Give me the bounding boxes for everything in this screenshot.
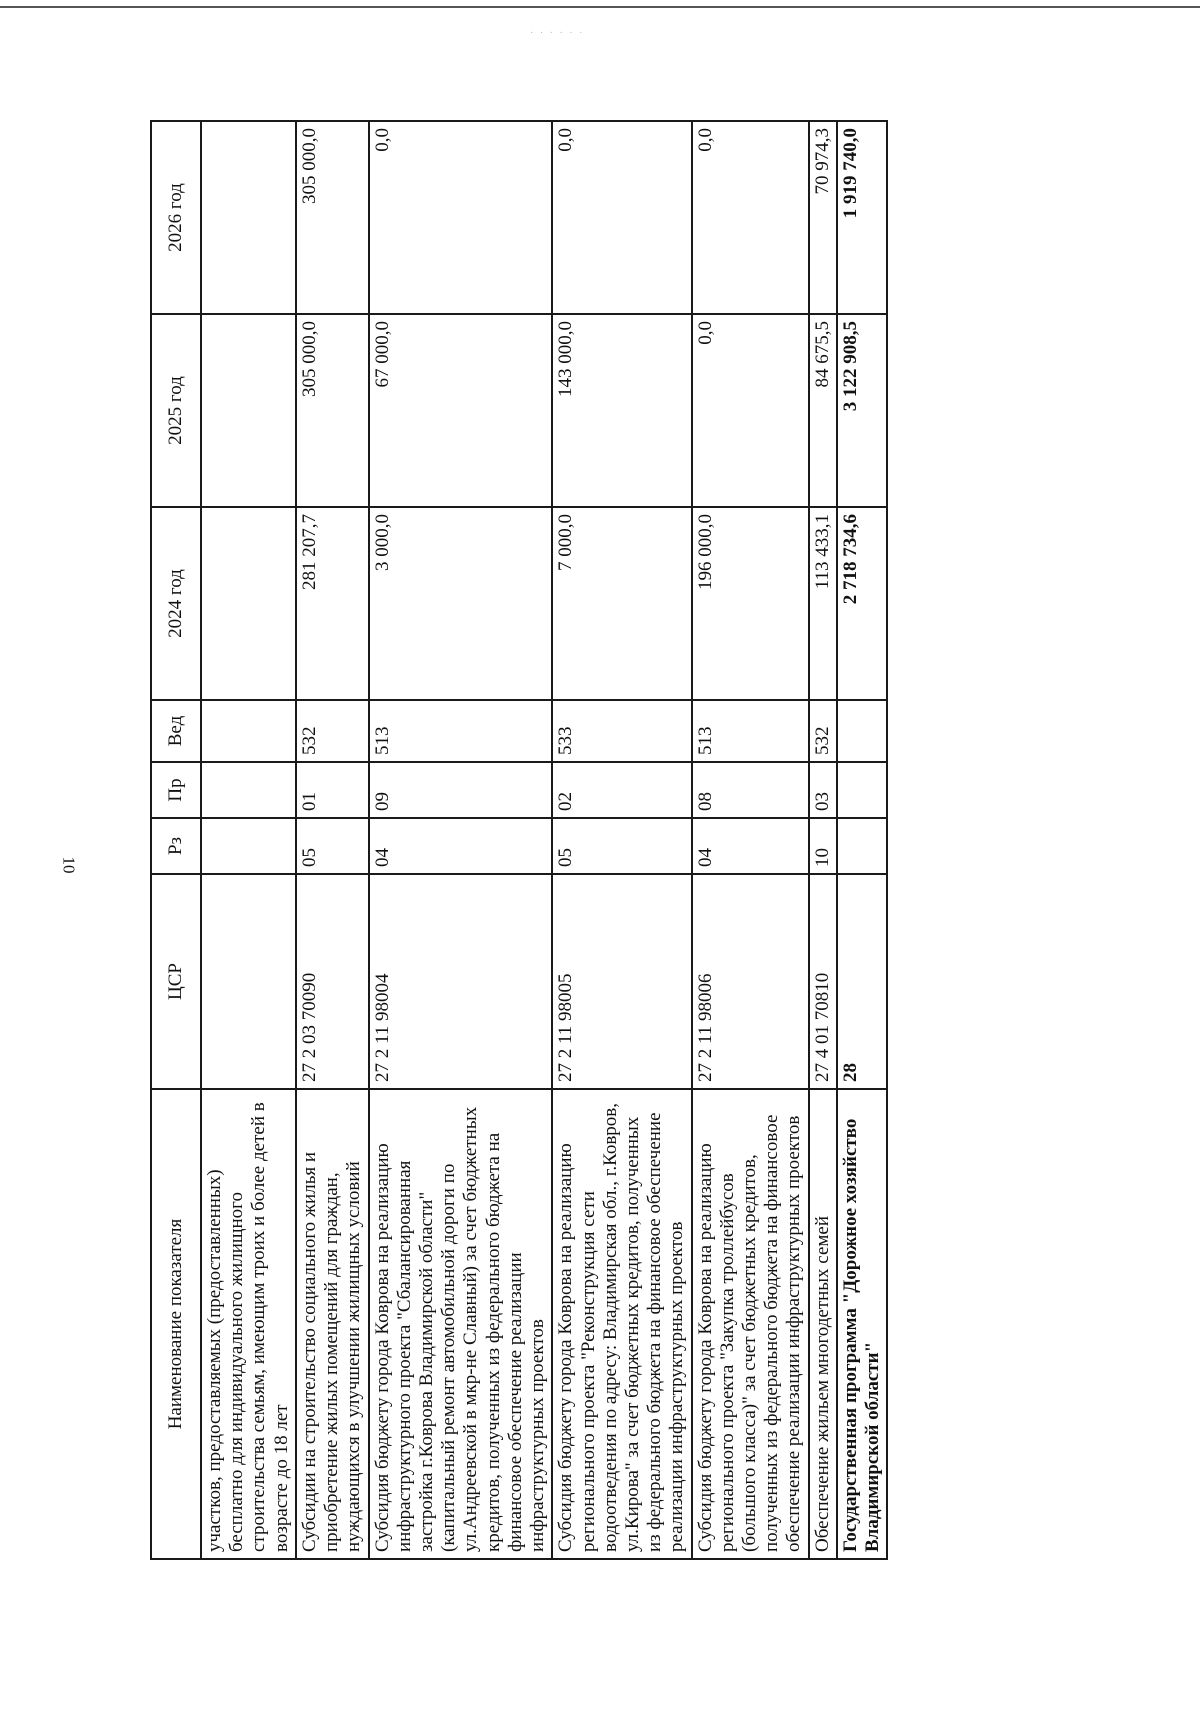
row-2024: 2 718 734,6 [837, 507, 887, 700]
row-2026: 70 974,3 [809, 121, 837, 314]
row-rz: 05 [296, 818, 369, 874]
header-name: Наименование показателя [151, 1089, 201, 1559]
row-ved: 532 [809, 700, 837, 762]
row-pr: 03 [809, 762, 837, 818]
budget-table [150, 120, 888, 1560]
header-2026: 2026 год [151, 121, 201, 314]
row-name: Субсидия бюджету города Коврова на реализацию регионального проекта "Реконструкция сети водоотведения по адресу: Владимирская обл., г.Ковров, ул.Кирова" за счет бюджетных кредитов, полученных из федерального бюджета на финансовое обеспечение реализации инфраструктурных проектов [552, 1089, 691, 1559]
row-name: участков, предоставляемых (предоставленных) бесплатно для индивидуального жилищного строительства семьям, имеющим троих и более детей в возрасте до 18 лет [201, 1089, 296, 1559]
row-pr: 01 [296, 762, 369, 818]
table-row [692, 121, 809, 1559]
row-name: Субсидия бюджету города Коврова на реализацию инфраструктурного проекта "Сбалансированная застройка г.Коврова Владимирской области" (капитальный ремонт автомобильной дороги по ул.Андреевской в мкр-не Славный) за счет бюджетных кредитов, полученных из федерального бюджета на финансовое обеспечение реализации инфраструктурных проектов [369, 1089, 553, 1559]
row-csr: 27 4 01 70810 [809, 874, 837, 1089]
row-rz: 05 [552, 818, 691, 874]
row-ved [201, 700, 296, 762]
row-ved [837, 700, 887, 762]
row-ved: 532 [296, 700, 369, 762]
row-2026: 0,0 [692, 121, 809, 314]
row-rz: 04 [692, 818, 809, 874]
table-row [369, 121, 553, 1559]
row-csr: 27 2 03 70090 [296, 874, 369, 1089]
header-pr: Пр [151, 762, 201, 818]
table-row [809, 121, 837, 1559]
row-2024: 3 000,0 [369, 507, 553, 700]
row-2024: 7 000,0 [552, 507, 691, 700]
table-row [296, 121, 369, 1559]
row-2025: 143 000,0 [552, 314, 691, 507]
row-2025: 0,0 [692, 314, 809, 507]
row-name: Обеспечение жильем многодетных семей [809, 1089, 837, 1559]
row-ved: 513 [369, 700, 553, 762]
scan-top-border [0, 6, 1200, 8]
row-2025: 305 000,0 [296, 314, 369, 507]
row-csr: 27 2 11 98006 [692, 874, 809, 1089]
row-2026: 0,0 [369, 121, 553, 314]
row-pr: 09 [369, 762, 553, 818]
row-csr: 28 [837, 874, 887, 1089]
row-name: Государственная программа "Дорожное хозяйство Владимирской области" [837, 1089, 887, 1559]
row-name: Субсидии на строительство социального жилья и приобретение жилых помещений для граждан, нуждающихся в улучшении жилищных условий [296, 1089, 369, 1559]
row-name: Субсидия бюджету города Коврова на реализацию регионального проекта "Закупка троллейбусов (большого класса)" за счет бюджетных кредитов, полученных из федерального бюджета на финансовое обеспечение реализации инфраструктурных проектов [692, 1089, 809, 1559]
row-rz [837, 818, 887, 874]
row-2026 [201, 121, 296, 314]
row-2024: 281 207,7 [296, 507, 369, 700]
row-pr: 08 [692, 762, 809, 818]
table-row [552, 121, 691, 1559]
rotated-table-wrapper [150, 120, 1100, 1560]
header-2025: 2025 год [151, 314, 201, 507]
scan-artifact: · · · · · · [530, 28, 585, 39]
row-2024 [201, 507, 296, 700]
header-rz: Рз [151, 818, 201, 874]
row-2024: 113 433,1 [809, 507, 837, 700]
page-number: 10 [59, 856, 79, 874]
row-2026: 1 919 740,0 [837, 121, 887, 314]
header-2024: 2024 год [151, 507, 201, 700]
row-csr: 27 2 11 98005 [552, 874, 691, 1089]
table-row [201, 121, 296, 1559]
row-pr [201, 762, 296, 818]
table-header-row [151, 121, 201, 1559]
row-ved: 513 [692, 700, 809, 762]
row-csr [201, 874, 296, 1089]
row-2025: 84 675,5 [809, 314, 837, 507]
row-rz: 04 [369, 818, 553, 874]
row-rz [201, 818, 296, 874]
table-row-program-total [837, 121, 887, 1559]
row-ved: 533 [552, 700, 691, 762]
row-2025 [201, 314, 296, 507]
row-2026: 0,0 [552, 121, 691, 314]
row-rz: 10 [809, 818, 837, 874]
row-pr: 02 [552, 762, 691, 818]
header-csr: ЦСР [151, 874, 201, 1089]
row-2025: 3 122 908,5 [837, 314, 887, 507]
header-ved: Вед [151, 700, 201, 762]
row-2025: 67 000,0 [369, 314, 553, 507]
row-2026: 305 000,0 [296, 121, 369, 314]
row-2024: 196 000,0 [692, 507, 809, 700]
row-csr: 27 2 11 98004 [369, 874, 553, 1089]
row-pr [837, 762, 887, 818]
